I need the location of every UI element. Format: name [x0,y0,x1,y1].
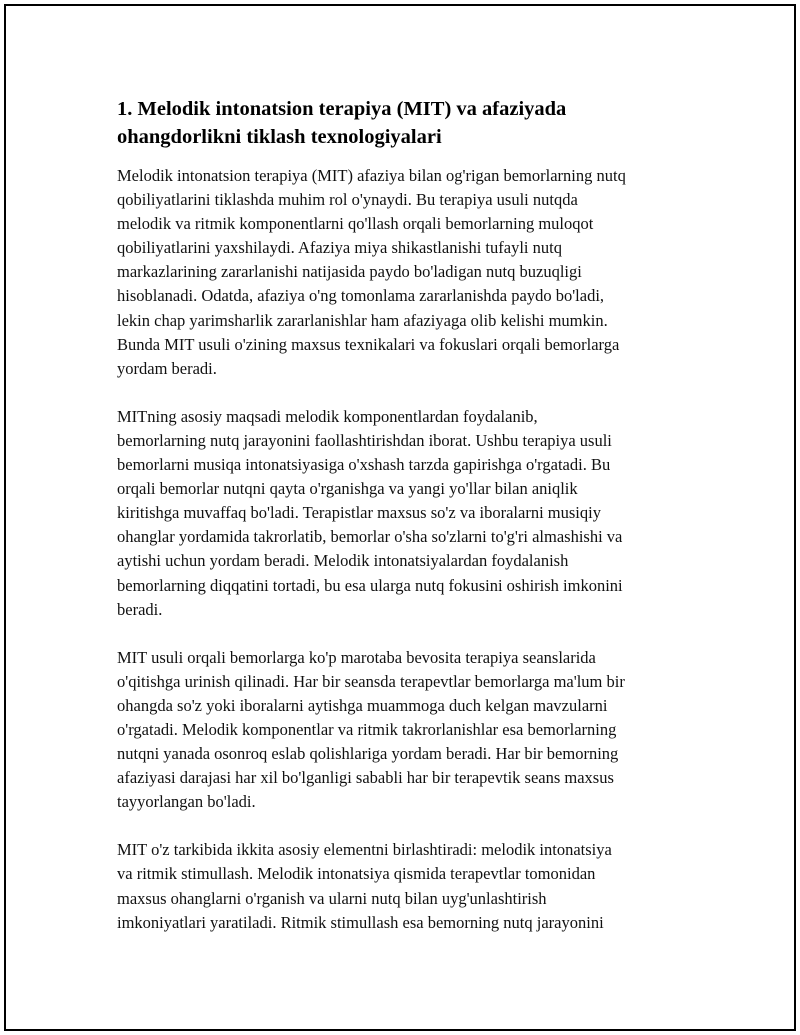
text-line: aytishi uchun yordam beradi. Melodik intonatsiyalardan foydalanish [117,551,569,571]
text-line: o'qitishga urinish qilinadi. Har bir seansda terapevtlar bemorlarga ma'lum bir [117,671,625,691]
text-line: qobiliyatlarini tiklashda muhim rol o'ynaydi. Bu terapiya usuli nutqda [117,190,578,210]
title-line: 1. Melodik intonatsion terapiya (MIT) va afaziyada [117,98,567,120]
text-line: orqali bemorlar nutqni qayta o'rganishga va yangi yo'llar bilan aniqlik [117,479,578,499]
paragraph-1 [117,164,697,381]
text-line: o'rgatadi. Melodik komponentlar va ritmik takrorlanishlar esa bemorlarning [117,719,617,739]
text-line: MIT o'z tarkibida ikkita asosiy elementni birlashtiradi: melodik intonatsiya [117,840,612,860]
text-line: beradi. [117,599,163,619]
text-line: tayyorlangan bo'ladi. [117,792,256,812]
text-line: kiritishga muvaffaq bo'ladi. Terapistlar maxsus so'z va iboralarni musiqiy [117,503,601,523]
text-line: MIT usuli orqali bemorlarga ko'p marotaba bevosita terapiya seanslarida [117,647,596,667]
text-line: maxsus ohanglarni o'rganish va ularni nutq bilan uyg'unlashtirish [117,888,547,908]
text-line: ohangda so'z yoki iboralarni aytishga muammoga duch kelgan mavzularni [117,695,608,715]
text-line: melodik va ritmik komponentlarni qo'llash orqali bemorlarning muloqot [117,214,594,234]
text-line: imkoniyatlari yaratiladi. Ritmik stimullash esa bemorning nutq jarayonini [117,912,604,932]
text-line: bemorlarni musiqa intonatsiyasiga o'xshash tarzda gapirishga o'rgatadi. Bu [117,455,611,475]
text-line: markazlarining zararlanishi natijasida paydo bo'ladigan nutq buzuqligi [117,262,582,282]
text-line: hisoblanadi. Odatda, afaziya o'ng tomonlama zararlanishda paydo bo'ladi, [117,286,605,306]
text-line: afaziyasi darajasi har xil bo'lganligi sababli har bir terapevtik seans maxsus [117,768,614,788]
text-line: bemorlarning nutq jarayonini faollashtirishdan iborat. Ushbu terapiya usuli [117,430,612,450]
text-line: Bunda MIT usuli o'zining maxsus texnikalari va fokuslari orqali bemorlarga [117,334,620,354]
text-line: ohanglar yordamida takrorlatib, bemorlar o'sha so'zlarni to'g'ri almashishi va [117,527,623,547]
title-line: ohangdorlikni tiklash texnologiyalari [117,126,442,148]
section-title [117,95,697,151]
paragraph-4 [117,838,697,934]
paragraph-3 [117,646,697,815]
document-body [117,95,697,959]
text-line: qobiliyatlarini yaxshilaydi. Afaziya miya shikastlanishi tufayli nutq [117,238,562,258]
text-line: yordam beradi. [117,358,217,378]
paragraph-2 [117,405,697,622]
text-line: lekin chap yarimsharlik zararlanishlar ham afaziyaga olib kelishi mumkin. [117,310,608,330]
text-line: MITning asosiy maqsadi melodik komponentlardan foydalanib, [117,406,538,426]
text-line: Melodik intonatsion terapiya (MIT) afaziya bilan og'rigan bemorlarning nutq [117,166,626,185]
text-line: bemorlarning diqqatini tortadi, bu esa ularga nutq fokusini oshirish imkonini [117,575,623,595]
text-line: nutqni yanada osonroq eslab qolishlariga yordam beradi. Har bir bemorning [117,744,619,764]
text-line: va ritmik stimullash. Melodik intonatsiya qismida terapevtlar tomonidan [117,864,596,884]
